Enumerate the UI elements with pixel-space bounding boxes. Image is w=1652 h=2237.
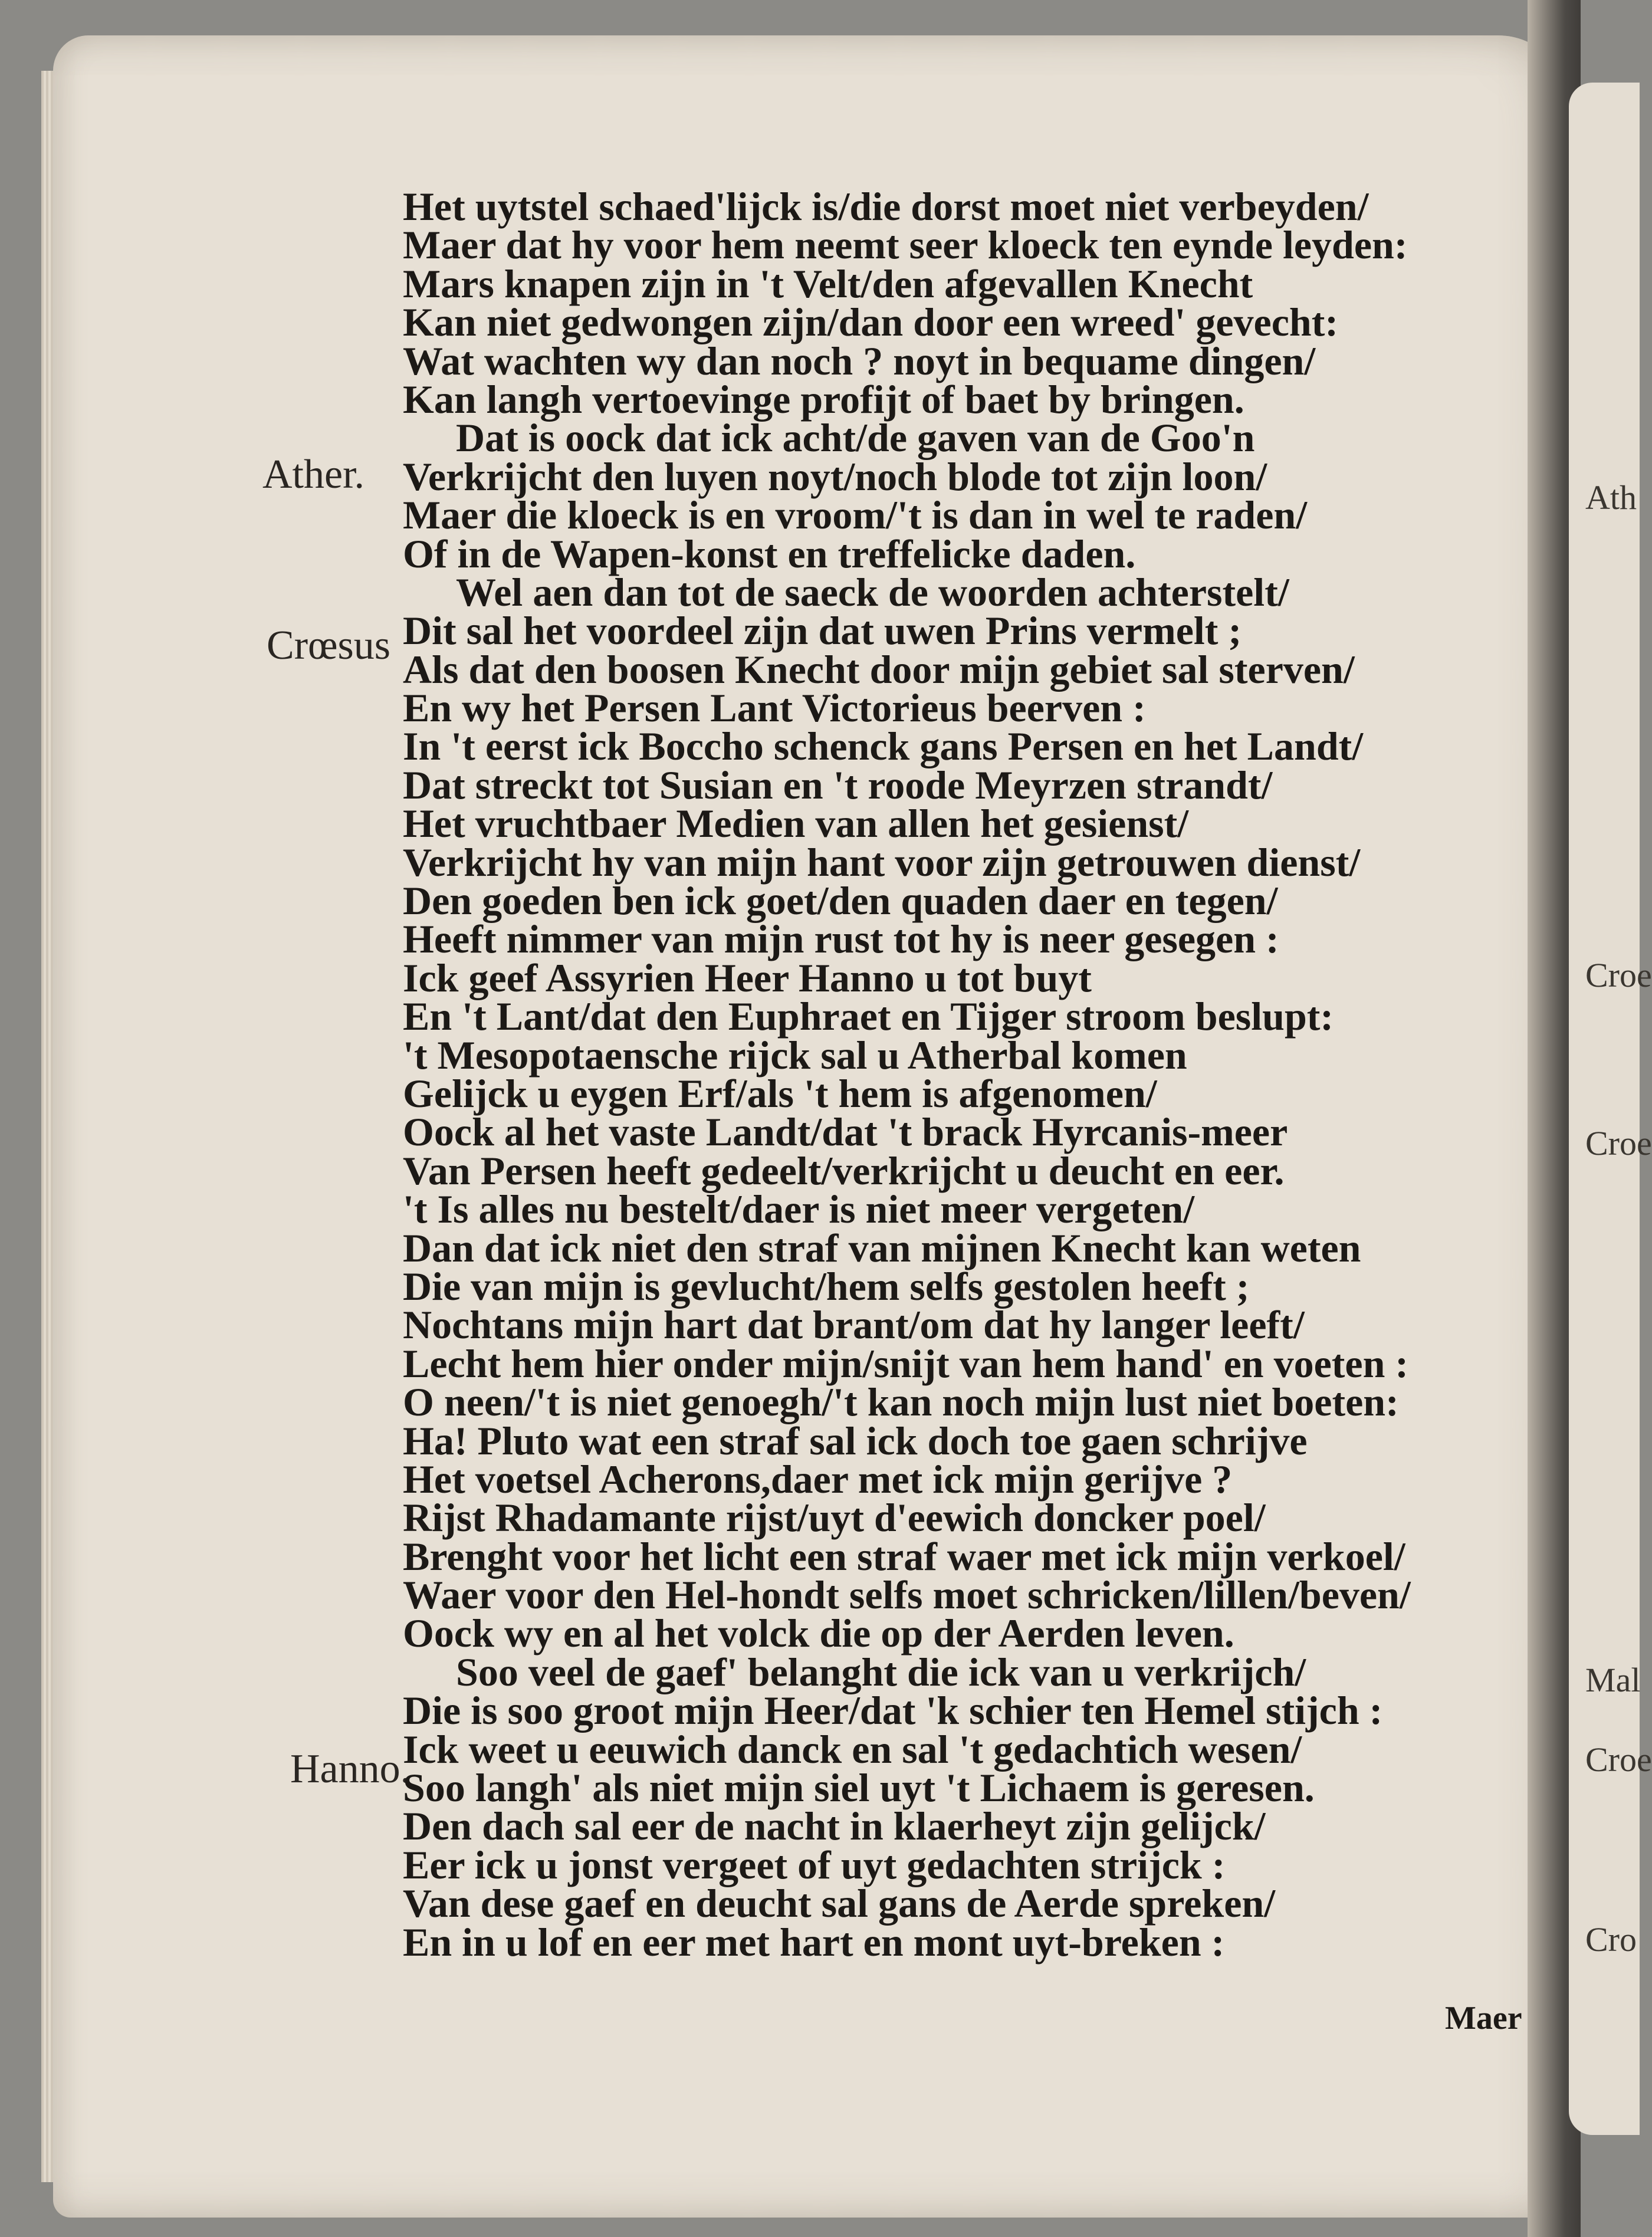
verse-line: Die is soo groot mijn Heer/dat 'k schier ten Hemel stijch :: [403, 1688, 1383, 1733]
verse-line: Kan niet gedwongen zijn/dan door een wreed' gevecht:: [403, 300, 1338, 345]
verse-line: Rijst Rhadamante rijst/uyt d'eewich doncker poel/: [403, 1495, 1266, 1540]
verse-line: Waer voor den Hel-hondt selfs moet schricken/lillen/beven/: [403, 1572, 1411, 1618]
verse-line: Verkrijcht den luyen noyt/noch blode tot zijn loon/: [403, 454, 1267, 499]
verse-line: Soo langh' als niet mijn siel uyt 't Lichaem is geresen.: [403, 1765, 1315, 1811]
verse-line: Die van mijn is gevlucht/hem selfs gestolen heeft ;: [403, 1263, 1250, 1309]
verse-line: Oock al het vaste Landt/dat 't brack Hyrcanis-meer: [403, 1109, 1288, 1155]
verse-line: Het vruchtbaer Medien van allen het gesienst/: [403, 801, 1189, 846]
verse-line: Het uytstel schaed'lijck is/die dorst moet niet verbeyden/: [403, 184, 1369, 229]
verse-line: Ick geef Assyrien Heer Hanno u tot buyt: [403, 955, 1092, 1000]
speaker-label: Ather.: [262, 452, 365, 497]
verse-line: Ick weet u eeuwich danck en sal 't gedachtich wesen/: [403, 1726, 1302, 1772]
verse-line: En in u lof en eer met hart en mont uyt-breken :: [403, 1919, 1225, 1965]
verse-line: Dat is oock dat ick acht/de gaven van de Goo'n: [456, 415, 1255, 461]
verse-line: Maer die kloeck is en vroom/'t is dan in wel te raden/: [403, 492, 1308, 538]
verse-line: Oock wy en al het volck die op der Aerden leven.: [403, 1611, 1234, 1656]
verse-line: O neen/'t is niet genoegh/'t kan noch mijn lust niet boeten:: [403, 1379, 1399, 1425]
verse-line: 't Is alles nu bestelt/daer is niet meer vergeten/: [403, 1187, 1195, 1232]
speaker-label: Hanno.: [290, 1746, 411, 1792]
facing-page-label: Croe: [1585, 1124, 1652, 1162]
verse-line: Wel aen dan tot de saeck de woorden achterstelt/: [456, 569, 1289, 615]
facing-page-label: Croe: [1585, 1740, 1652, 1779]
verse-text: [403, 184, 1523, 1965]
verse-line: Mars knapen zijn in 't Velt/den afgevallen Knecht: [403, 261, 1253, 306]
verse-line: Eer ick u jonst vergeet of uyt gedachten strijck :: [403, 1842, 1226, 1887]
verse-line: Van dese gaef en deucht sal gans de Aerde spreken/: [403, 1881, 1276, 1926]
verse-line: Kan langh vertoevinge profijt of baet by bringen.: [403, 376, 1244, 422]
verse-line: Nochtans mijn hart dat brant/om dat hy langer leeft/: [403, 1302, 1305, 1348]
verse-line: Wat wachten wy dan noch ? noyt in bequame dingen/: [403, 338, 1316, 383]
verse-line: Den goeden ben ick goet/den quaden daer en tegen/: [403, 878, 1278, 924]
verse-line: Dit sal het voordeel zijn dat uwen Prins vermelt ;: [403, 608, 1242, 653]
verse-line: Dan dat ick niet den straf van mijnen Knecht kan weten: [403, 1225, 1361, 1270]
verse-line: Dat streckt tot Susian en 't roode Meyrzen strandt/: [403, 762, 1273, 807]
verse-line: Gelijck u eygen Erf/als 't hem is afgenomen/: [403, 1070, 1157, 1116]
verse-line: 't Mesopotaensche rijck sal u Atherbal komen: [403, 1032, 1187, 1078]
verse-line: Het voetsel Acherons,daer met ick mijn gerijve ?: [403, 1456, 1233, 1502]
verse-line: Van Persen heeft gedeelt/verkrijcht u deucht en eer.: [403, 1148, 1285, 1193]
verse-line: Of in de Wapen-konst en treffelicke daden.: [403, 531, 1136, 576]
facing-page-label: Ath: [1585, 478, 1637, 517]
verse-line: En 't Lant/dat den Euphraet en Tijger stroom beslupt:: [403, 994, 1334, 1039]
facing-page-label: Mal: [1585, 1661, 1641, 1699]
verse-line: Maer dat hy voor hem neemt seer kloeck ten eynde leyden:: [403, 222, 1408, 268]
speaker-label: Crœsus: [267, 623, 391, 668]
verse-line: En wy het Persen Lant Victorieus beerven :: [403, 685, 1146, 731]
verse-line: Lecht hem hier onder mijn/snijt van hem hand' en voeten :: [403, 1341, 1409, 1386]
verse-line: Brenght voor het licht een straf waer met ick mijn verkoel/: [403, 1533, 1405, 1579]
verse-line: Verkrijcht hy van mijn hant voor zijn getrouwen dienst/: [403, 839, 1361, 885]
verse-line: Heeft nimmer van mijn rust tot hy is neer gesegen :: [403, 917, 1279, 962]
facing-page-label: Cro: [1585, 1920, 1637, 1959]
verse-line: Den dach sal eer de nacht in klaerheyt zijn gelijck/: [403, 1804, 1266, 1849]
verse-line: In 't eerst ick Boccho schenck gans Persen en het Landt/: [403, 724, 1364, 769]
facing-page-label: Croe: [1585, 956, 1652, 994]
catchword: Maer: [1445, 2000, 1522, 2036]
verse-line: Als dat den boosen Knecht door mijn gebiet sal sterven/: [403, 646, 1355, 692]
verse-line: Ha! Pluto wat een straf sal ick doch toe gaen schrijve: [403, 1418, 1308, 1463]
verse-line: Soo veel de gaef' belanght die ick van u verkrijch/: [456, 1649, 1306, 1694]
facing-page: [1569, 83, 1640, 2135]
